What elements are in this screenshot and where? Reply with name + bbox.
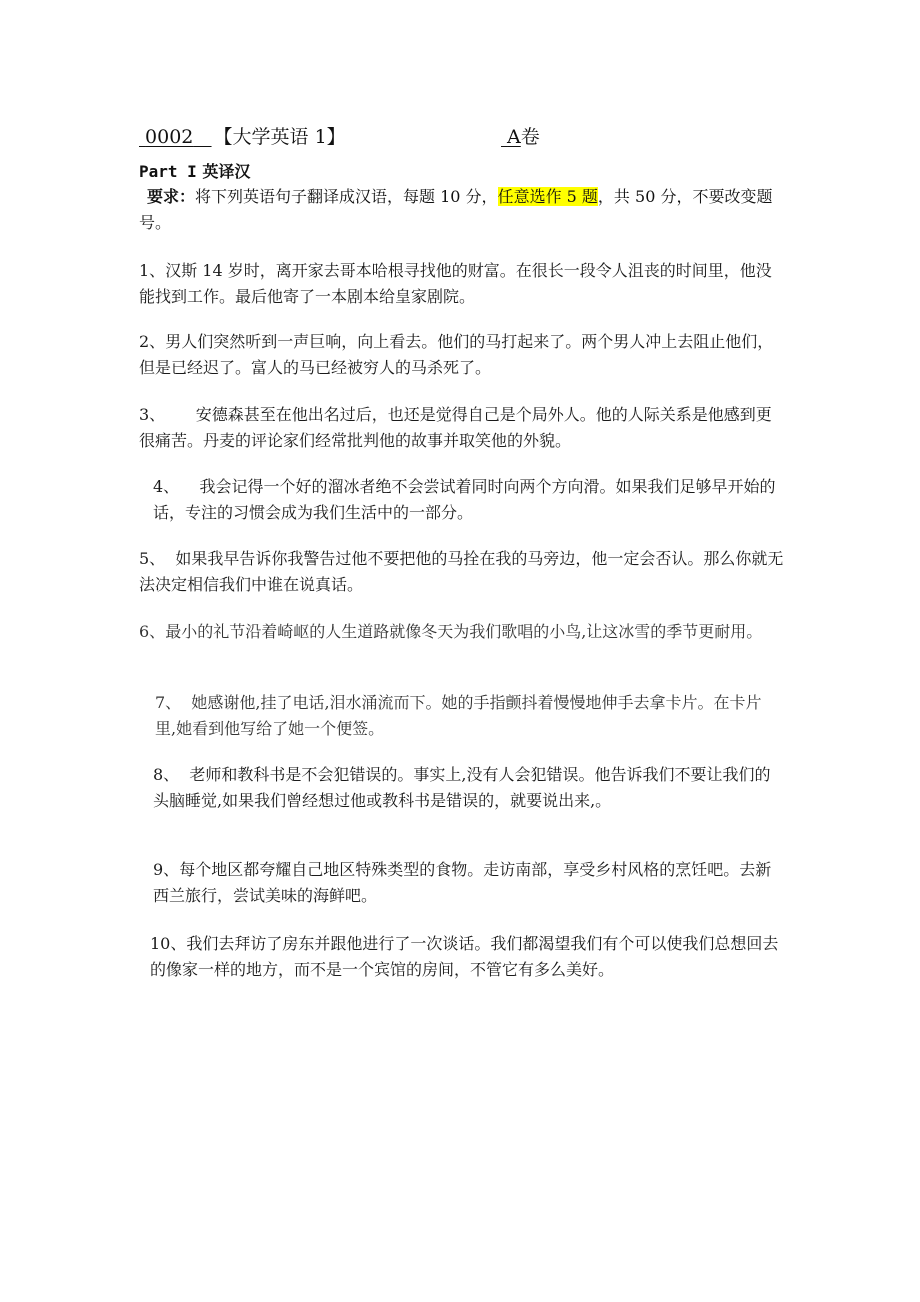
question-text: 安德森甚至在他出名过后，也还是觉得自己是个局外人。他的人际关系是他感到更很痛苦。丹麦的评论家们经常批判他的故事并取笑他的外貌。 — [139, 405, 772, 450]
course-title: 【大学英语 1】 — [213, 126, 346, 148]
question-item-10 — [150, 931, 780, 983]
question-item-7 — [155, 690, 777, 742]
part-title: 英译汉 — [202, 162, 251, 181]
question-number: 1、 — [139, 261, 166, 280]
requirement-paragraph — [139, 184, 784, 236]
question-text: 如果我早告诉你我警告过他不要把他的马拴在我的马旁边，他一定会否认。那么你就无法决定相信我们中谁在说真话。 — [139, 549, 784, 594]
course-code: 0002 — [145, 126, 194, 148]
question-number: 2、 — [139, 332, 166, 351]
question-text: 男人们突然听到一声巨响，向上看去。他们的马打起来了。两个男人冲上去阻止他们，但是已经迟了。富人的马已经被穷人的马杀死了。 — [139, 332, 774, 377]
question-number: 3、 — [139, 405, 166, 424]
requirement-text-after: ，共 50 分，不要改变题号。 — [139, 187, 773, 232]
question-number: 10、 — [150, 934, 187, 953]
question-item-4 — [153, 474, 781, 526]
paper-letter: A — [507, 126, 521, 148]
question-item-2 — [139, 329, 775, 381]
question-number: 5、 — [139, 549, 166, 568]
question-text: 汉斯 14 岁时，离开家去哥本哈根寻找他的财富。在很长一段令人沮丧的时间里，他没能找到工作。最后他寄了一本剧本给皇家剧院。 — [139, 261, 772, 306]
question-text: 最小的礼节沿着崎岖的人生道路就像冬天为我们歌唱的小鸟,让这冰雪的季节更耐用。 — [165, 622, 763, 641]
question-number: 6、 — [139, 622, 166, 641]
part-label: Part I — [139, 162, 197, 181]
question-text: 她感谢他,挂了电话,泪水涌流而下。她的手指颤抖着慢慢地伸手去拿卡片。在卡片里,她看到他写给了她一个便签。 — [155, 693, 762, 738]
question-item-3 — [139, 402, 775, 454]
question-number: 9、 — [153, 860, 180, 879]
paper-label — [501, 124, 540, 150]
question-item-9 — [153, 857, 775, 909]
exam-header — [139, 124, 540, 150]
question-text: 每个地区都夸耀自己地区特殊类型的食物。走访南部，享受乡村风格的烹饪吧。去新西兰旅行，尝试美味的海鲜吧。 — [153, 860, 772, 905]
question-number: 7、 — [155, 693, 182, 712]
paper-suffix: 卷 — [520, 126, 540, 148]
requirement-highlight: 任意选作 5 题 — [497, 187, 598, 206]
requirement-text-before: 将下列英语句子翻译成汉语，每题 10 分， — [195, 187, 498, 206]
requirement-label: 要求： — [147, 187, 196, 206]
question-text: 我会记得一个好的溜冰者绝不会尝试着同时向两个方向滑。如果我们足够早开始的话，专注的习惯会成为我们生活中的一部分。 — [153, 477, 776, 522]
part-heading — [139, 161, 250, 183]
question-item-5 — [139, 546, 787, 598]
question-text: 老师和教科书是不会犯错误的。事实上,没有人会犯错误。他告诉我们不要让我们的头脑睡觉,如果我们曾经想过他或教科书是错误的，就要说出来,。 — [153, 765, 771, 810]
question-text: 我们去拜访了房东并跟他进行了一次谈话。我们都渴望我们有个可以使我们总想回去的像家一样的地方，而不是一个宾馆的房间，不管它有多么美好。 — [150, 934, 779, 979]
question-number: 4、 — [153, 477, 180, 496]
question-item-6 — [139, 619, 775, 645]
question-item-1 — [139, 258, 775, 310]
question-item-8 — [153, 762, 775, 814]
question-number: 8、 — [153, 765, 180, 784]
